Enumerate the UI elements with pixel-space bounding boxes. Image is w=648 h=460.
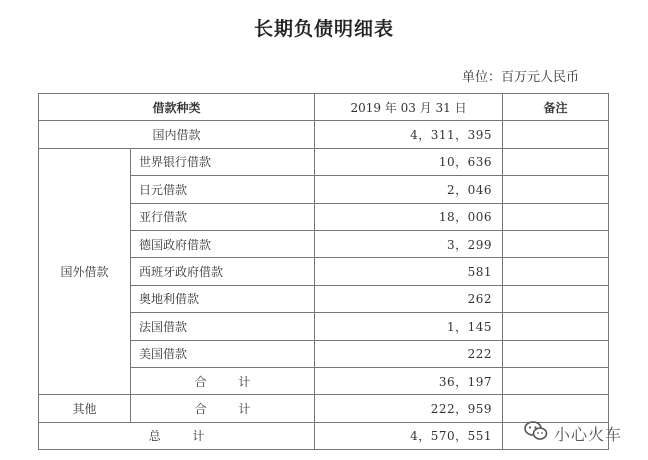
remarks-cell	[503, 285, 609, 312]
row-value: 222	[315, 340, 503, 367]
row-label: 奥地利借款	[131, 285, 315, 312]
foreign-group-label: 国外借款	[39, 148, 131, 395]
page-title: 长期负债明细表	[253, 18, 394, 40]
table-row-domestic	[39, 121, 609, 148]
table-row	[39, 148, 609, 175]
remarks-cell	[503, 148, 609, 175]
watermark	[524, 418, 636, 448]
row-label: 日元借款	[131, 176, 315, 203]
unit-label: 单位：百万元人民币	[462, 70, 580, 85]
header-category: 借款种类	[39, 94, 315, 121]
remarks-cell	[503, 203, 609, 230]
remarks-cell	[503, 367, 609, 394]
row-label: 世界银行借款	[131, 148, 315, 175]
header-date: 2019 年 03 月 31 日	[315, 94, 503, 121]
row-label: 西班牙政府借款	[131, 258, 315, 285]
remarks-cell	[503, 313, 609, 340]
row-value: 18，006	[315, 203, 503, 230]
row-label: 法国借款	[131, 313, 315, 340]
row-value: 1，145	[315, 313, 503, 340]
foreign-subtotal-value: 36，197	[315, 367, 503, 394]
remarks-cell	[503, 176, 609, 203]
row-label: 美国借款	[131, 340, 315, 367]
domestic-value: 4，311，395	[315, 121, 503, 148]
row-value: 581	[315, 258, 503, 285]
row-label: 德国政府借款	[131, 230, 315, 257]
total-value: 4，570，551	[315, 422, 503, 449]
row-value: 2，046	[315, 176, 503, 203]
header-remarks: 备注	[503, 94, 609, 121]
row-value: 262	[315, 285, 503, 312]
header-row	[39, 94, 609, 121]
remarks-cell	[503, 121, 609, 148]
row-value: 3，299	[315, 230, 503, 257]
watermark-text: 小心火车	[554, 424, 623, 444]
wechat-icon	[524, 420, 548, 446]
remarks-cell	[503, 340, 609, 367]
table-row-other	[39, 395, 609, 422]
long-term-debt-table	[38, 93, 609, 450]
total-label: 总 计	[39, 422, 315, 449]
other-subtotal-label: 合 计	[131, 395, 315, 422]
row-label: 亚行借款	[131, 203, 315, 230]
remarks-cell	[503, 230, 609, 257]
row-value: 10，636	[315, 148, 503, 175]
other-value: 222，959	[315, 395, 503, 422]
table-row-total	[39, 422, 609, 449]
foreign-subtotal-label: 合 计	[131, 367, 315, 394]
domestic-label: 国内借款	[39, 121, 315, 148]
remarks-cell	[503, 258, 609, 285]
other-group-label: 其他	[39, 395, 131, 422]
